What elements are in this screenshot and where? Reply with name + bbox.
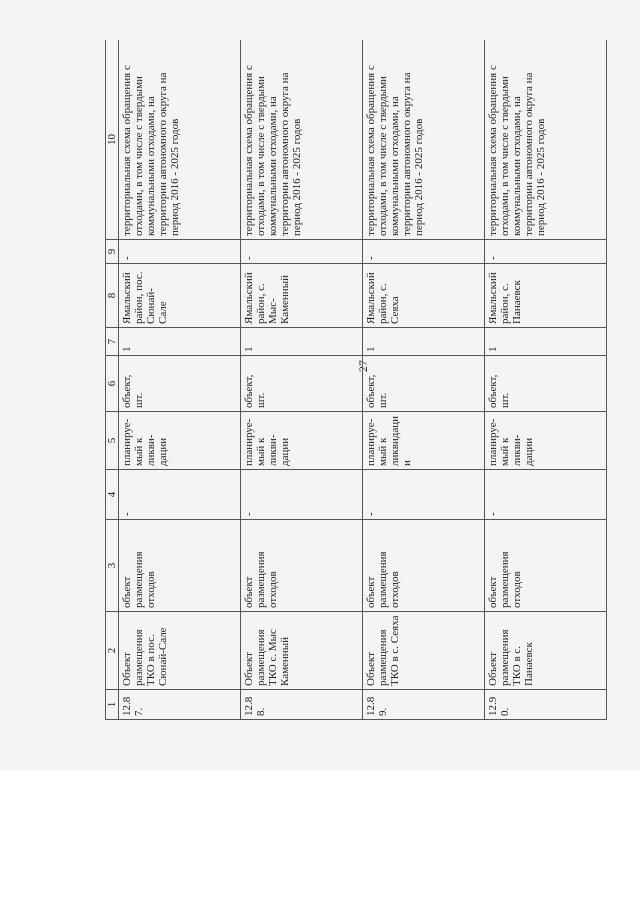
page-number: 27	[356, 360, 370, 372]
header-cell: 2	[106, 612, 119, 690]
header-cell: 7	[106, 328, 119, 356]
unit: объект, шт.	[241, 356, 363, 412]
quantity: 1	[241, 328, 363, 356]
header-cell: 5	[106, 412, 119, 470]
cell-col4: -	[485, 470, 607, 520]
object-name: Объект размещения ТКО в с. Панаевск	[485, 612, 607, 690]
row-number: 12.87.	[119, 690, 241, 720]
table-row	[485, 40, 607, 720]
basis-document: территориальная схема обращения с отходами, в том числе с твердыми коммунальными отходами, на территории автономного округа на период 2016 - 2025 годов	[363, 40, 485, 240]
location: Ямальский район, с. Сеяха	[363, 264, 485, 328]
header-row	[106, 40, 119, 720]
cell-col4: -	[363, 470, 485, 520]
object-status: планируе-мый к ликвидации	[363, 412, 485, 470]
row-number: 12.90.	[485, 690, 607, 720]
unit: объект, шт.	[485, 356, 607, 412]
object-status: планируе-мый к ликви-дации	[485, 412, 607, 470]
header-cell: 10	[106, 40, 119, 240]
cell-col4: -	[241, 470, 363, 520]
object-status: планируе-мый к ликви-дации	[119, 412, 241, 470]
basis-document: территориальная схема обращения с отходами, в том числе с твердыми коммунальными отходами, на территории автономного округа на период 2016 - 2025 годов	[119, 40, 241, 240]
header-cell: 4	[106, 470, 119, 520]
cell-col4: -	[119, 470, 241, 520]
row-number: 12.88.	[241, 690, 363, 720]
quantity: 1	[485, 328, 607, 356]
header-cell: 3	[106, 520, 119, 612]
header-cell: 6	[106, 356, 119, 412]
header-cell: 8	[106, 264, 119, 328]
cell-col9: -	[485, 240, 607, 264]
object-type: объект размещения отходов	[363, 520, 485, 612]
cell-col9: -	[363, 240, 485, 264]
rotated-table-container	[105, 40, 610, 720]
document-area	[105, 40, 610, 720]
header-cell: 1	[106, 690, 119, 720]
data-table	[105, 40, 607, 720]
object-name: Объект размещения ТКО в с. Сеяха	[363, 612, 485, 690]
quantity: 1	[363, 328, 485, 356]
object-type: объект размещения отходов	[119, 520, 241, 612]
object-type: объект размещения отходов	[241, 520, 363, 612]
object-type: объект размещения отходов	[485, 520, 607, 612]
cell-col9: -	[241, 240, 363, 264]
cell-col9: -	[119, 240, 241, 264]
object-name: Объект размещения ТКО в пос. Сюнай-Сале	[119, 612, 241, 690]
location: Ямальский район, пос. Сюнай-Сале	[119, 264, 241, 328]
row-number: 12.89.	[363, 690, 485, 720]
table-row	[363, 40, 485, 720]
location: Ямальский район, с. Мыс-Каменный	[241, 264, 363, 328]
object-name: Объект размещения ТКО с. Мыс Каменный	[241, 612, 363, 690]
unit: объект, шт.	[119, 356, 241, 412]
location: Ямальский район, с. Панаевск	[485, 264, 607, 328]
table-row	[119, 40, 241, 720]
quantity: 1	[119, 328, 241, 356]
unit: объект, шт.	[363, 356, 485, 412]
table-row	[241, 40, 363, 720]
basis-document: территориальная схема обращения с отходами, в том числе с твердыми коммунальными отходами, на территории автономного округа на период 2016 - 2025 годов	[485, 40, 607, 240]
header-cell: 9	[106, 240, 119, 264]
object-status: планируе-мый к ликви-дации	[241, 412, 363, 470]
basis-document: территориальная схема обращения с отходами, в том числе с твердыми коммунальными отходами, на территории автономного округа на период 2016 - 2025 годов	[241, 40, 363, 240]
